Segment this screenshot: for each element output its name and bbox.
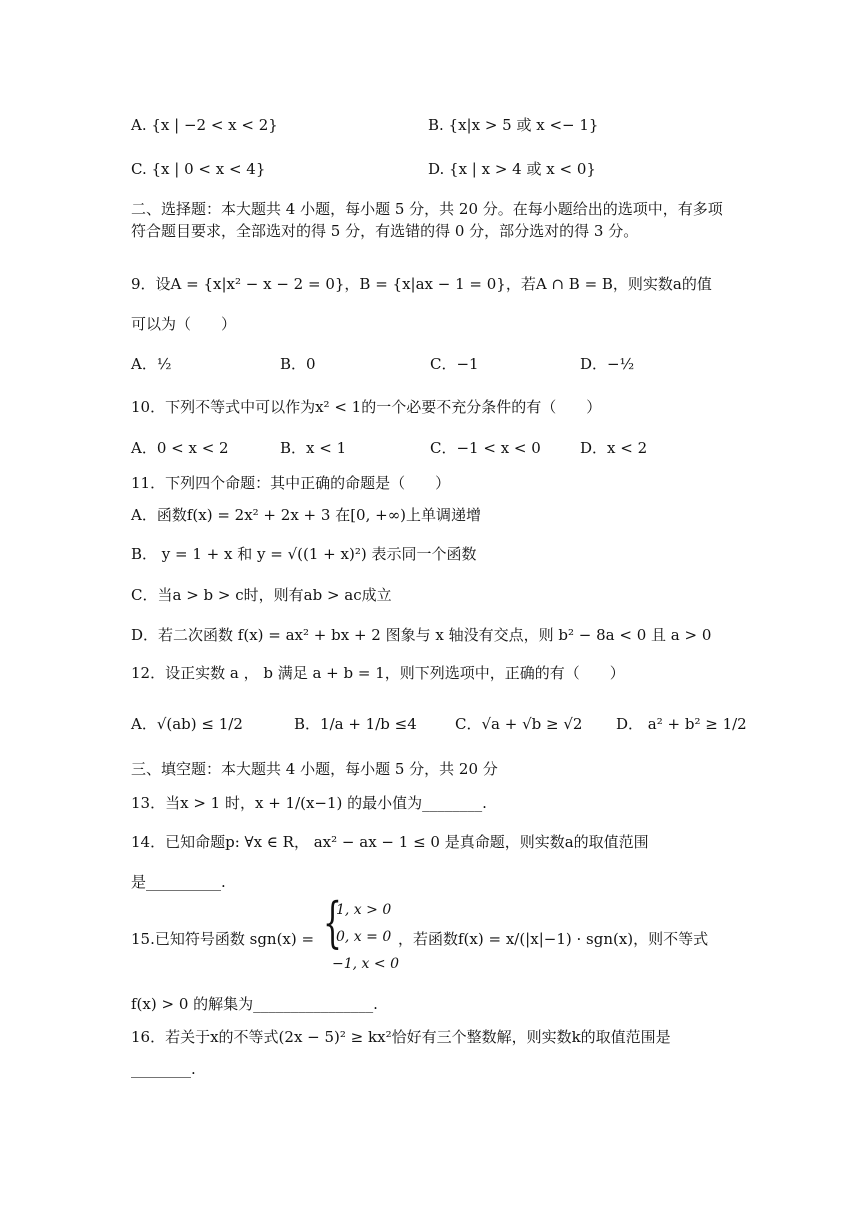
q14-line2: 是__________. [131,873,226,891]
q11-option-a: A．函数f(x) = 2x² + 2x + 3 在[0, +∞)上单调递增 [131,506,482,524]
q15-case-3: −1, x < 0 [332,956,399,972]
q15-case-2: 0, x = 0 [336,929,392,945]
q12-option-b: B．1/a + 1/b ≤4 [294,715,417,733]
q9-stem-line2: 可以为（ ） [131,315,237,333]
q9-option-c: C．−1 [430,355,479,373]
q11-stem: 11．下列四个命题：其中正确的命题是（ ） [131,474,451,492]
q9-option-a: A．½ [131,355,172,373]
q15-suffix: ，若函数f(x) = x/(|x|−1) · sgn(x)，则不等式 [398,930,709,948]
q11-option-b: B． y = 1 + x 和 y = √((1 + x)²) 表示同一个函数 [131,545,477,563]
q8-option-b: B. {x|x > 5 或 x <− 1} [428,116,599,134]
q8-option-a: A. {x | −2 < x < 2} [131,116,278,134]
q12-option-a: A．√(ab) ≤ 1/2 [131,715,243,733]
section-3-heading: 三、填空题：本大题共 4 小题，每小题 5 分，共 20 分 [131,760,498,778]
q10-stem: 10．下列不等式中可以作为x² < 1的一个必要不充分条件的有（ ） [131,398,602,416]
q9-stem-line1: 9．设A = {x|x² − x − 2 = 0}，B = {x|ax − 1 = 0}，若A ∩ B = B，则实数a的值 [131,275,712,293]
q10-option-d: D．x < 2 [580,439,648,457]
q12-option-d: D． a² + b² ≥ 1/2 [616,715,747,733]
q15-prefix: 15.已知符号函数 sgn(x) = [131,930,315,948]
q14-line1: 14．已知命题p: ∀x ∈ R， ax² − ax − 1 ≤ 0 是真命题，则实数a的取值范围 [131,833,649,851]
q15-line2: f(x) > 0 的解集为________________. [131,995,378,1013]
q16-line1: 16．若关于x的不等式(2x − 5)² ≥ kx²恰好有三个整数解，则实数k的取值范围是 [131,1028,671,1046]
q15-case-1: 1, x > 0 [336,902,392,918]
q9-option-b: B．0 [280,355,316,373]
q11-option-c: C．当a > b > c时，则有ab > ac成立 [131,586,392,604]
q8-option-c: C. {x | 0 < x < 4} [131,160,266,178]
q10-option-c: C．−1 < x < 0 [430,439,541,457]
q8-option-d: D. {x | x > 4 或 x < 0} [428,160,596,178]
q13-text: 13．当x > 1 时，x + 1/(x−1) 的最小值为________. [131,794,487,812]
q15-brace: { [323,891,342,954]
q11-option-d: D．若二次函数 f(x) = ax² + bx + 2 图象与 x 轴没有交点，则 b² − 8a < 0 且 a > 0 [131,626,712,644]
section-2-heading: 二、选择题：本大题共 4 小题，每小题 5 分，共 20 分。在每小题给出的选项中，有多项符合题目要求，全部选对的得 5 分，有选错的得 0 分，部分选对的得 3 分。 [131,200,723,240]
q16-line2: ________. [131,1060,196,1078]
q12-option-c: C．√a + √b ≥ √2 [455,715,583,733]
q10-option-b: B．x < 1 [280,439,347,457]
q10-option-a: A．0 < x < 2 [131,439,229,457]
q12-stem: 12．设正实数 a ， b 满足 a + b = 1，则下列选项中，正确的有（ ） [131,664,625,682]
q9-option-d: D．−½ [580,355,635,373]
